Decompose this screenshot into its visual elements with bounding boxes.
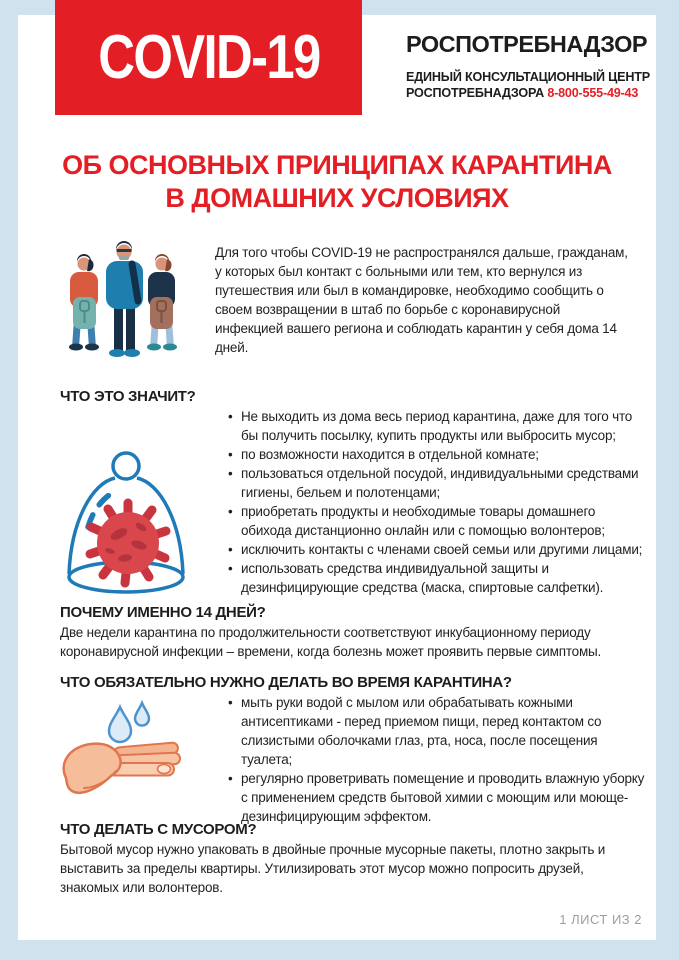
section-heading-what-it-means: ЧТО ЭТО ЗНАЧИТ?	[60, 388, 196, 405]
virus-dome-icon	[62, 447, 190, 599]
section-heading-trash: ЧТО ДЕЛАТЬ С МУСОРОМ?	[60, 821, 257, 838]
page-title-line2: В ДОМАШНИХ УСЛОВИЯХ	[165, 183, 509, 213]
intro-paragraph: Для того чтобы COVID-19 не распространялся дальше, гражданам, у которых был контакт с больными или тем, кто вернулся из путешествия или был в командировке, необходимо сообщить о своем возвращении в штаб по борьбе с коронавирусной инфекцией вашего региона и соблюдать карантин у себя дома 14 дней.	[215, 245, 628, 355]
list-item: • использовать средства индивидуальной защиты и дезинфицирующие средства (маска, спиртовые салфетки).	[228, 559, 648, 597]
covid-title: COVID-19	[97, 23, 320, 92]
list-item: • по возможности находится в отдельной комнате;	[228, 445, 648, 464]
section-heading-why-14-days: ПОЧЕМУ ИМЕННО 14 ДНЕЙ?	[60, 604, 266, 621]
poster-sheet	[18, 15, 656, 940]
page-number-label: 1 ЛИСТ ИЗ 2	[559, 912, 642, 927]
section-heading-must-do: ЧТО ОБЯЗАТЕЛЬНО НУЖНО ДЕЛАТЬ ВО ВРЕМЯ КАРАНТИНА?	[60, 674, 512, 691]
list-item: • мыть руки водой с мылом или обрабатывать кожными антисептиками - перед приемом пищи, перед контактом со слизистыми оболочками глаз, рта, носа, после посещения туалета;	[228, 693, 648, 769]
covid-banner	[55, 0, 362, 115]
quarantine-rules-list	[228, 407, 648, 597]
must-do-list	[228, 693, 648, 826]
list-item: • пользоваться отдельной посудой, индивидуальными средствами гигиены, бельем и полотенцами;	[228, 464, 648, 502]
page-title	[18, 149, 656, 215]
list-item: • регулярно проветривать помещение и проводить влажную уборку с применением средств бытовой химии с моющим или моюще-дезинфицирующим эффектом.	[228, 769, 648, 826]
consultation-center-line2: РОСПОТРЕБНАДЗОРА 8-800-555-49-43	[406, 86, 639, 100]
why-14-days-paragraph: Две недели карантина по продолжительности соответствуют инкубационному периоду коронавирусной инфекции – времени, когда болезнь может проявить первые симптомы.	[60, 625, 602, 659]
hotline-phone-number: 8-800-555-49-43	[547, 86, 639, 100]
list-item: • исключить контакты с членами своей семьи или другими лицами;	[228, 540, 648, 559]
travelers-icon	[58, 239, 190, 367]
page-title-line1: ОБ ОСНОВНЫХ ПРИНЦИПАХ КАРАНТИНА	[62, 150, 612, 180]
list-item: • приобретать продукты и необходимые товары домашнего обихода дистанционно онлайн или с помощью волонтеров;	[228, 502, 648, 540]
agency-block	[406, 31, 650, 101]
consultation-center-line1: ЕДИНЫЙ КОНСУЛЬТАЦИОННЫЙ ЦЕНТР	[406, 70, 650, 84]
list-item: • Не выходить из дома весь период карантина, даже для того что бы получить посылку, купить продукты или выбросить мусор;	[228, 407, 648, 445]
consultation-center-lines	[406, 69, 650, 101]
trash-paragraph: Бытовой мусор нужно упаковать в двойные прочные мусорные пакеты, плотно закрыть и выставить за пределы квартиры. Утилизировать этот мусор можно попросить друзей, знакомых или волонтеров.	[60, 842, 606, 895]
hand-wash-icon	[56, 699, 190, 805]
agency-name: РОСПОТРЕБНАДЗОР	[406, 31, 648, 57]
